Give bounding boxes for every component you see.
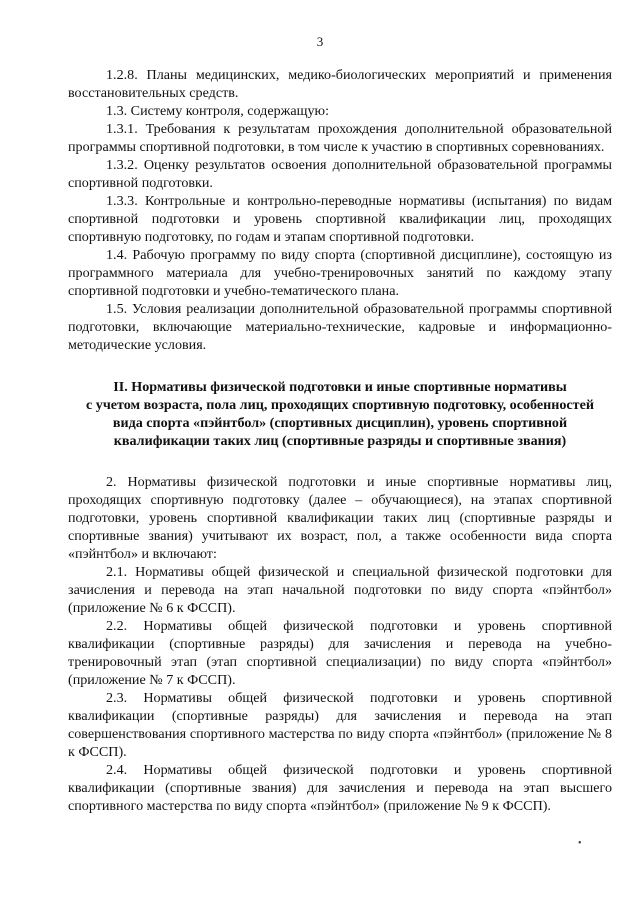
paragraph-1-5: 1.5. Условия реализации дополнительной образовательной программы спортивной подготовки, включающие материально-технические, кадровые и информационно-методические условия.	[68, 301, 612, 353]
paragraph-2-1: 2.1. Нормативы общей физической и специальной физической подготовки для зачисления и перевода на этап начальной подготовки по виду спорта «пэйнтбол» (приложение № 6 к ФССП).	[68, 564, 612, 616]
paragraph-2-3: 2.3. Нормативы общей физической подготовки и уровень спортивной квалификации (спортивные разряды) для зачисления и перевода на этап совершенствования спортивного мастерства по виду спорта «пэйнтбол» (приложение № 8 к ФССП).	[68, 690, 612, 760]
paragraph-2-4: 2.4. Нормативы общей физической подготовки и уровень спортивной квалификации (спортивные звания) для зачисления и перевода на этап высшего спортивного мастерства по виду спорта «пэйнтбол» (приложение № 9 к ФССП).	[68, 762, 612, 814]
paragraph-2-2: 2.2. Нормативы общей физической подготовки и уровень спортивной квалификации (спортивные разряды) для зачисления и перевода на учебно-тренировочный этап (этап спортивной специализации) по виду спорта «пэйнтбол» (приложение № 7 к ФССП).	[68, 618, 612, 688]
page-number: 3	[316, 34, 324, 49]
paragraph-2: 2. Нормативы физической подготовки и иные спортивные нормативы лиц, проходящих спортивную подготовку (далее – обучающиеся), на этапах спортивной подготовки, уровень спортивной квалификации таких лиц (спортивные разряды и спортивные звания) учитывают их возраст, пол, а также особенности вида спорта «пэйнтбол» и включают:	[68, 474, 612, 562]
paragraph-1-4: 1.4. Рабочую программу по виду спорта (спортивной дисциплине), состоящую из программного материала для учебно-тренировочных занятий по каждому этапу спортивной подготовки и учебно-тематического плана.	[68, 247, 612, 299]
stray-mark: •	[578, 838, 582, 849]
paragraph-1-3-3: 1.3.3. Контрольные и контрольно-переводные нормативы (испытания) по видам спортивной подготовки и уровень спортивной квалификации лиц, проходящих спортивную подготовку, по годам и этапам спортивной подготовки.	[68, 193, 612, 245]
paragraph-1-2-8: 1.2.8. Планы медицинских, медико-биологических мероприятий и применения восстановительных средств.	[68, 67, 612, 101]
heading-line-4: квалификации таких лиц (спортивные разряды и спортивные звания)	[113, 433, 567, 449]
page-content	[68, 66, 612, 815]
heading-line-2: с учетом возраста, пола лиц, проходящих спортивную подготовку, особенностей	[86, 397, 594, 413]
paragraph-1-3-1: 1.3.1. Требования к результатам прохождения дополнительной образовательной программы спортивной подготовки, в том числе к участию в спортивных соревнованиях.	[68, 121, 612, 155]
section-heading	[68, 378, 612, 450]
paragraph-1-3-2: 1.3.2. Оценку результатов освоения дополнительной образовательной программы спортивной подготовки.	[68, 157, 612, 191]
heading-line-1: II. Нормативы физической подготовки и иные спортивные нормативы	[113, 379, 567, 395]
paragraph-1-3: 1.3. Систему контроля, содержащую:	[106, 103, 329, 119]
heading-line-3: вида спорта «пэйнтбол» (спортивных дисциплин), уровень спортивной	[112, 415, 568, 431]
